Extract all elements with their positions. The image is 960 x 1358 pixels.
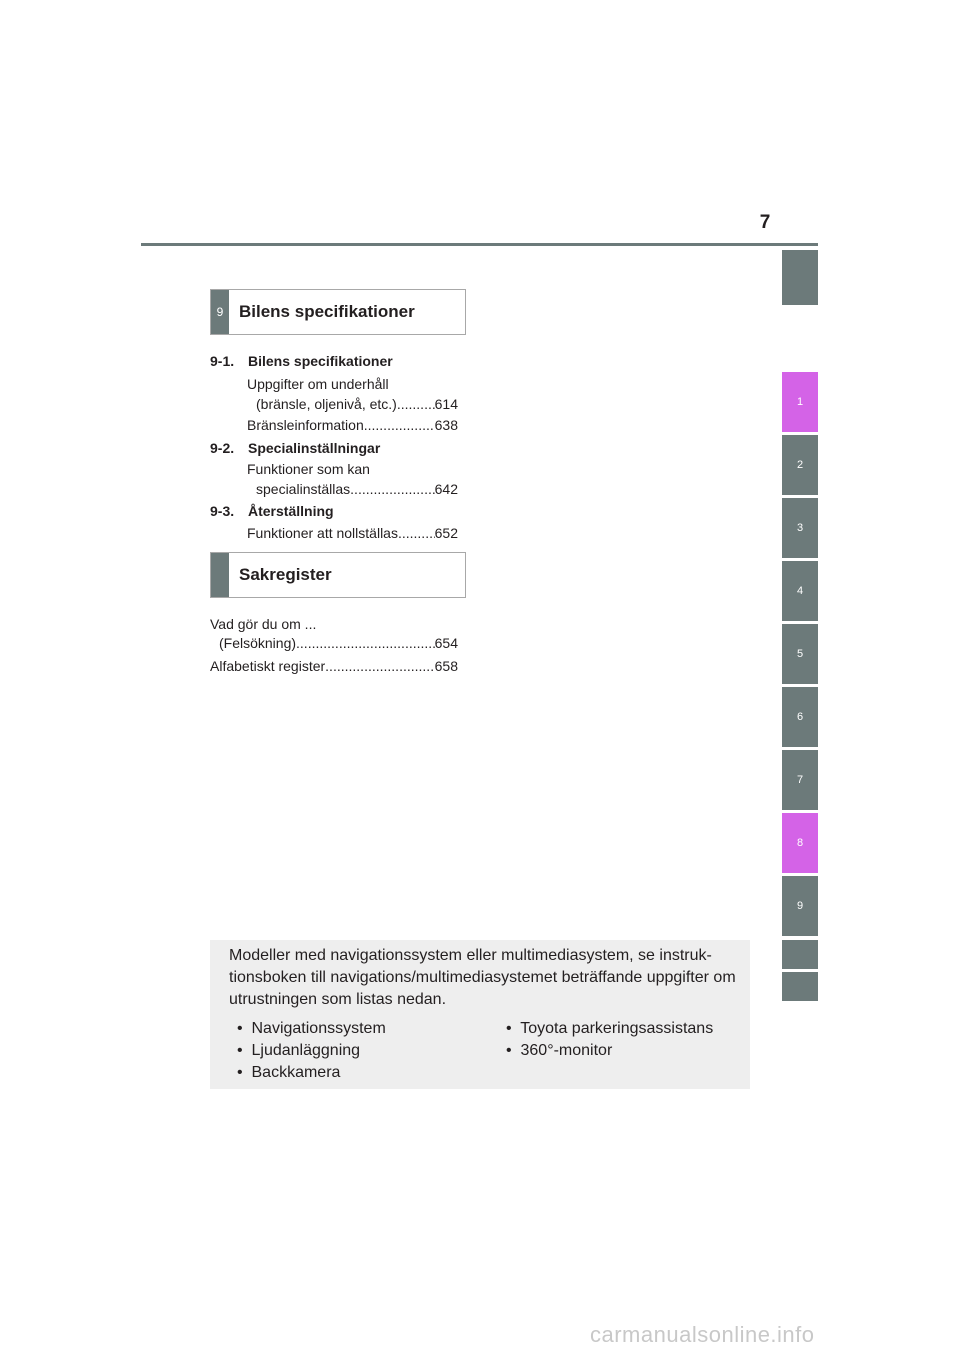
section-header-9: [210, 289, 466, 335]
section-mark: [211, 553, 229, 597]
bullet-item: • 360°-monitor: [506, 1042, 613, 1059]
chapter-tab-9[interactable]: 9: [782, 876, 818, 936]
toc-entry[interactable]: Bränsleinformation ..... 638: [247, 415, 458, 435]
chapter-tab-3[interactable]: 3: [782, 498, 818, 558]
section-title: Bilens specifikationer: [239, 302, 415, 321]
toc-subsection-heading[interactable]: 9-2. Specialinställningar: [210, 440, 381, 456]
chapter-tab-8[interactable]: 8: [782, 813, 818, 873]
toc-entry[interactable]: (Felsökning) ..... 654: [219, 633, 458, 653]
bullet-item: • Ljudanläggning: [237, 1042, 361, 1059]
toc-entry-line[interactable]: Funktioner som kan: [247, 461, 370, 477]
bullet-item: • Backkamera: [237, 1064, 341, 1081]
toc-subsection-heading[interactable]: 9-3. Återställning: [210, 503, 334, 519]
section-header-index: [210, 552, 466, 598]
chapter-tab[interactable]: [782, 250, 818, 305]
chapter-tab-4[interactable]: 4: [782, 561, 818, 621]
note-box: [210, 940, 750, 1089]
bullet-item: • Toyota parkeringsassistans: [506, 1020, 714, 1037]
chapter-tab-1[interactable]: 1: [782, 372, 818, 432]
chapter-tab-2[interactable]: 2: [782, 435, 818, 495]
toc-entry-line[interactable]: Vad gör du om ...: [210, 616, 317, 632]
bullet-item: • Navigationssystem: [237, 1020, 386, 1037]
chapter-tab-5[interactable]: 5: [782, 624, 818, 684]
chapter-tab-6[interactable]: 6: [782, 687, 818, 747]
toc-entry[interactable]: Funktioner att nollställas ..... 652: [247, 523, 458, 543]
toc-entry[interactable]: Alfabetiskt register ..... 658: [210, 656, 458, 676]
page-number: 7: [759, 212, 771, 233]
toc-entry-line[interactable]: Uppgifter om underhåll: [247, 376, 389, 392]
note-text: Modeller med navigationssystem eller multimediasystem, se instruk-tionsboken till navigations/multimediasystemet beträffande uppgifter om utrustningen som listas nedan.: [229, 947, 736, 1008]
header-rule: [141, 243, 818, 246]
watermark: carmanualsonline.info: [590, 1322, 815, 1347]
toc-entry[interactable]: (bränsle, oljenivå, etc.) ..... 614: [256, 394, 458, 414]
section-title: Sakregister: [239, 565, 332, 584]
toc-subsection-heading[interactable]: 9-1. Bilens specifikationer: [210, 353, 393, 369]
chapter-tab[interactable]: [782, 972, 818, 1001]
section-number-mark: 9: [211, 290, 229, 334]
toc-entry[interactable]: specialinställas ..... 642: [256, 479, 458, 499]
chapter-tab-7[interactable]: 7: [782, 750, 818, 810]
chapter-tab[interactable]: [782, 940, 818, 969]
